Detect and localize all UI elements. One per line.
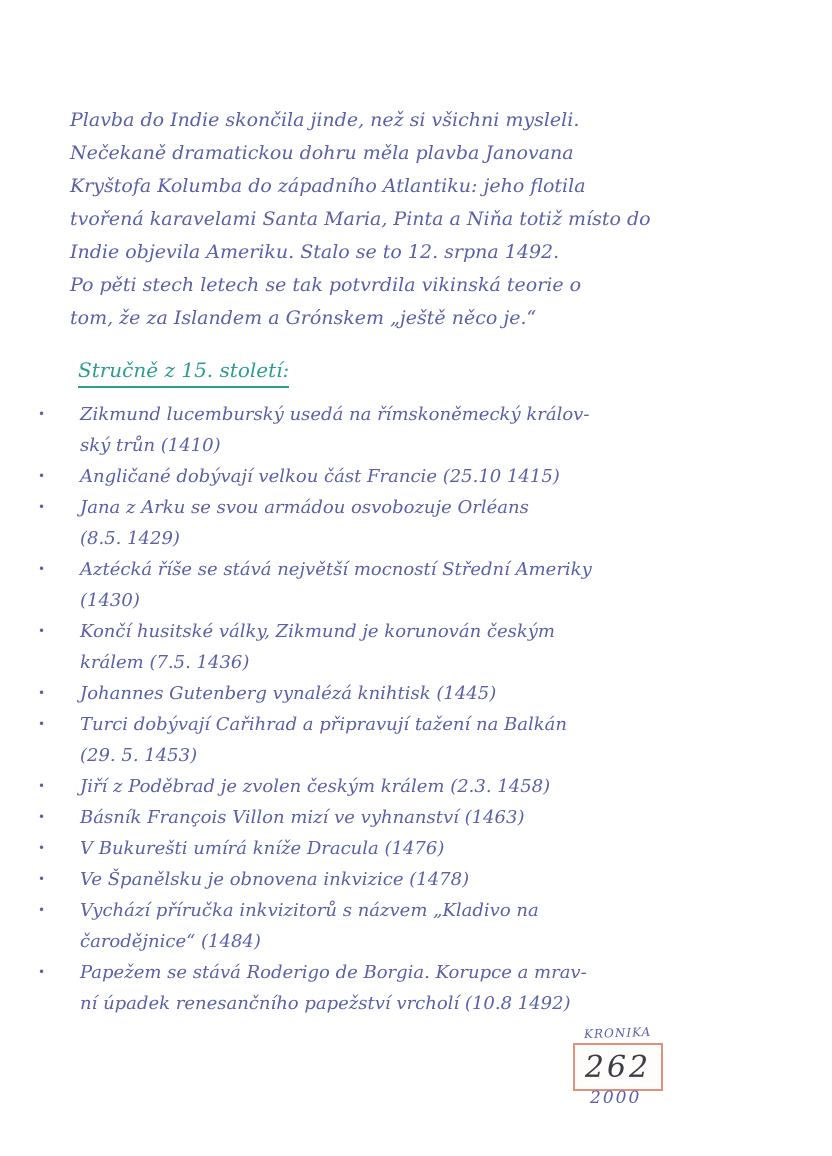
list-item — [36, 678, 806, 709]
list-item — [36, 833, 806, 864]
list-item — [36, 895, 806, 957]
event-text: Angličané dobývají velkou část Francie (25.10 1415) — [80, 466, 560, 487]
event-text: Aztécká říše se stává největší mocností Střední Ameriky — [80, 559, 592, 580]
bullet-marker-icon: • — [38, 717, 46, 731]
event-text: Končí husitské války, Zikmund je korunován českým — [80, 621, 555, 642]
event-text: (1430) — [80, 590, 140, 611]
paragraph-line: Po pěti stech letech se tak potvrdila vikinská teorie o — [70, 274, 582, 296]
paragraph-line: tom, že za Islandem a Grónskem „ještě něco je.“ — [70, 307, 537, 329]
event-text: ský trůn (1410) — [80, 435, 221, 456]
event-text: (8.5. 1429) — [80, 528, 180, 549]
section-heading: Stručně z 15. století: — [78, 358, 289, 388]
list-item — [36, 461, 806, 492]
paragraph-line: tvořená karavelami Santa Maria, Pinta a Niňa totiž místo do — [70, 208, 651, 230]
paragraph-line: Nečekaně dramatickou dohru měla plavba Janovana — [70, 142, 574, 164]
event-text: Papežem se stává Roderigo de Borgia. Korupce a mrav- — [80, 962, 587, 983]
list-item — [36, 399, 806, 461]
bullet-marker-icon: • — [38, 686, 46, 700]
event-text: čarodějnice“ (1484) — [80, 931, 261, 952]
bullet-marker-icon: • — [38, 810, 46, 824]
list-item — [36, 771, 806, 802]
bullet-marker-icon: • — [38, 779, 46, 793]
bullet-marker-icon: • — [38, 407, 46, 421]
event-text: V Bukurešti umírá kníže Dracula (1476) — [80, 838, 445, 859]
paragraph-line: Indie objevila Ameriku. Stalo se to 12. srpna 1492. — [70, 241, 560, 263]
event-text: Básník François Villon mizí ve vyhnanství (1463) — [80, 807, 525, 828]
bullet-marker-icon: • — [38, 903, 46, 917]
event-text: Jiří z Poděbrad je zvolen českým králem (2.3. 1458) — [80, 776, 551, 797]
bullet-marker-icon: • — [38, 841, 46, 855]
event-text: (29. 5. 1453) — [80, 745, 198, 766]
event-text: Zikmund lucemburský usedá na římskoněmecký králov- — [80, 404, 590, 425]
list-item — [36, 709, 806, 771]
bullet-marker-icon: • — [38, 965, 46, 979]
event-text: Johannes Gutenberg vynalézá knihtisk (1445) — [80, 683, 497, 704]
events-list — [36, 399, 806, 1019]
bullet-marker-icon: • — [38, 562, 46, 576]
intro-paragraph — [70, 104, 790, 335]
event-text: Vychází příručka inkvizitorů s názvem „Kladivo na — [80, 900, 539, 921]
event-text: ní úpadek renesančního papežství vrcholí (10.8 1492) — [80, 993, 571, 1014]
event-text: Ve Španělsku je obnovena inkvizice (1478) — [80, 869, 470, 890]
event-text: králem (7.5. 1436) — [80, 652, 250, 673]
bullet-marker-icon: • — [38, 872, 46, 886]
list-item — [36, 616, 806, 678]
page-number: 262 — [584, 1049, 652, 1085]
list-item — [36, 864, 806, 895]
list-item — [36, 554, 806, 616]
paragraph-line: Plavba do Indie skončila jinde, než si všichni mysleli. — [70, 109, 580, 131]
paragraph-line: Kryštofa Kolumba do západního Atlantiku: jeho flotila — [70, 175, 586, 197]
book-label: KRONIKA — [583, 1024, 652, 1042]
list-item — [36, 492, 806, 554]
year-label: 2000 — [590, 1088, 642, 1108]
event-text: Turci dobývají Cařihrad a připravují tažení na Balkán — [80, 714, 567, 735]
bullet-marker-icon: • — [38, 500, 46, 514]
page-number-box — [573, 1043, 663, 1091]
event-text: Jana z Arku se svou armádou osvobozuje Orléans — [80, 497, 529, 518]
bullet-marker-icon: • — [38, 624, 46, 638]
list-item — [36, 957, 806, 1019]
list-item — [36, 802, 806, 833]
bullet-marker-icon: • — [38, 469, 46, 483]
